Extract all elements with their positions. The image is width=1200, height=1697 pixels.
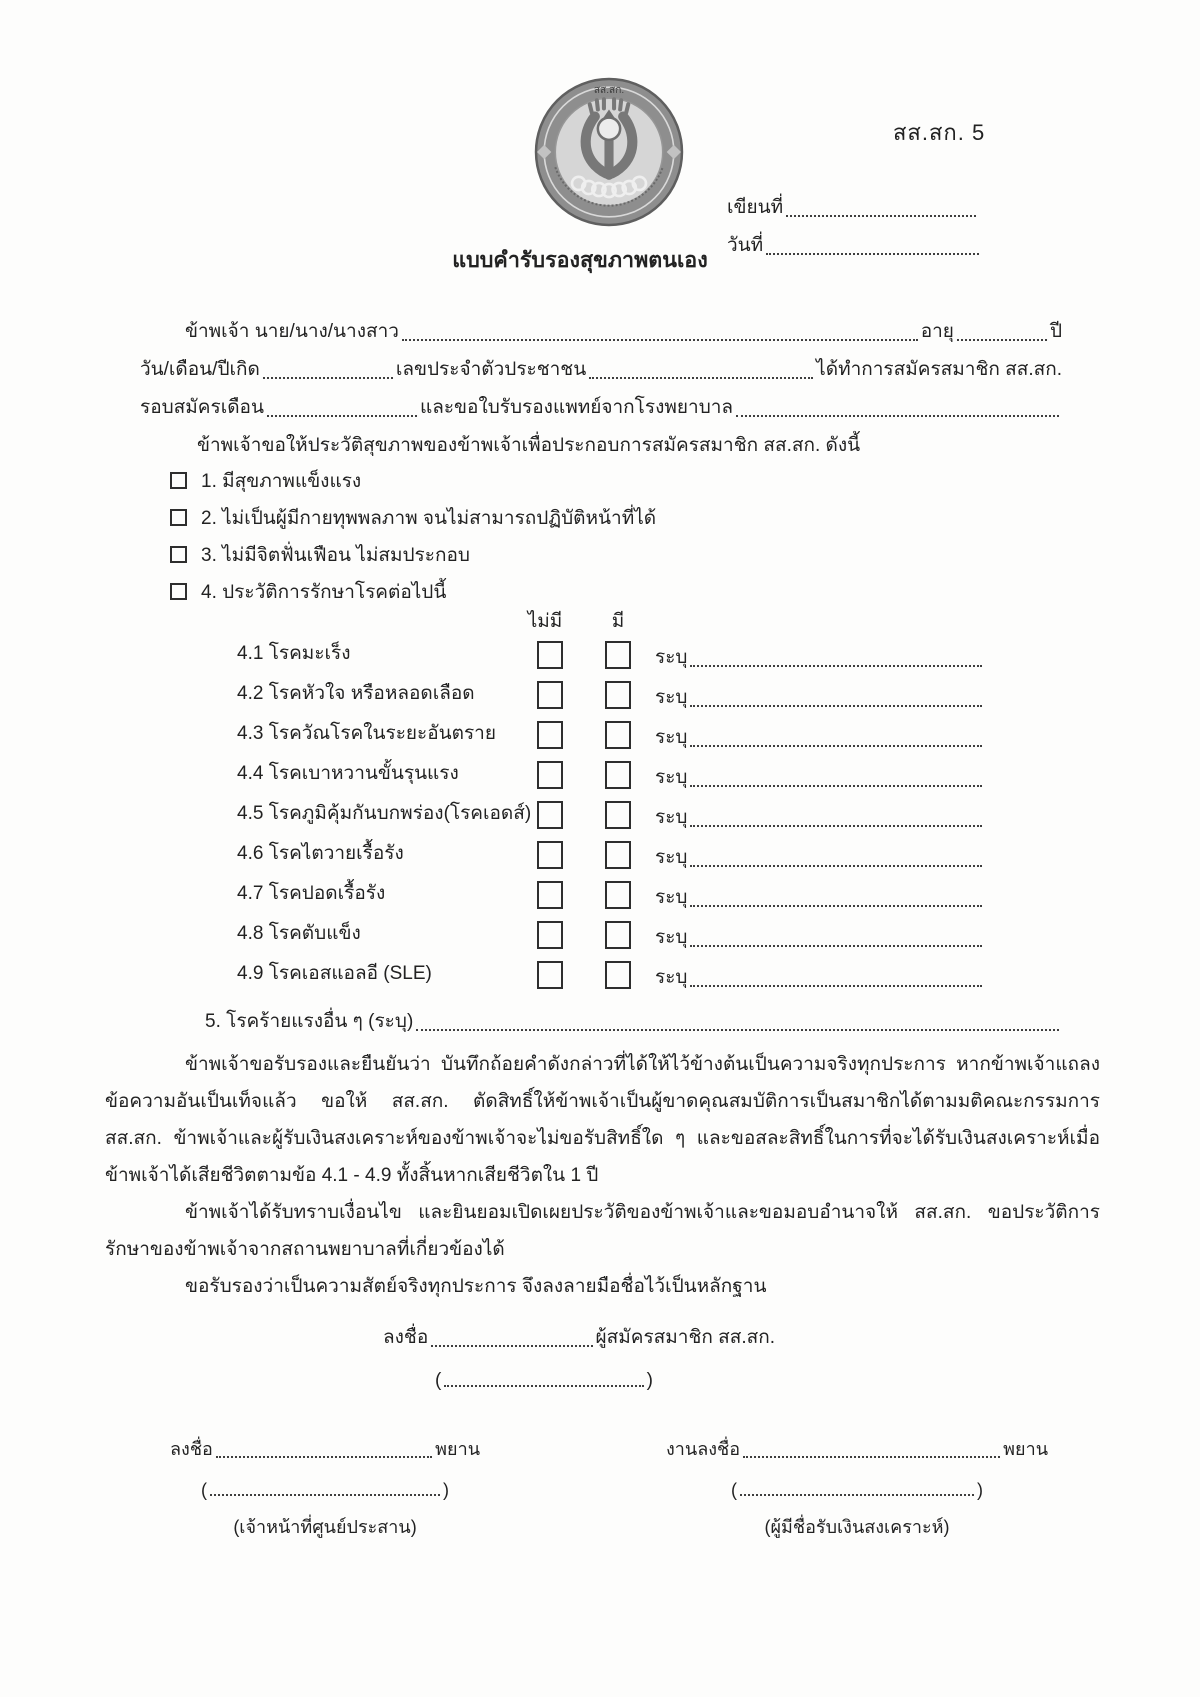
statement-row-1	[170, 462, 1062, 499]
disease-4-7-no-checkbox[interactable]	[537, 881, 563, 909]
applicant-signature-block	[383, 1322, 775, 1392]
witness-left-printed-name-line	[201, 1471, 449, 1501]
paren-close: )	[443, 1480, 449, 1500]
disease-4-4-specify-field[interactable]	[690, 785, 982, 787]
disease-4-4-no-checkbox[interactable]	[537, 761, 563, 789]
birthdate-field[interactable]	[263, 377, 393, 379]
age-unit: ปี	[1049, 321, 1062, 342]
birthdate-id-line	[140, 348, 1062, 386]
sign-label: ลงชื่อ	[383, 1327, 429, 1348]
declaration-paragraph-1: ข้าพเจ้าขอรับรองและยืนยันว่า บันทึกถ้อยคำดังกล่าวที่ได้ให้ไว้ข้างต้นเป็นความจริงทุกประการ หากข้าพเจ้าแถลงข้อความอันเป็นเท็จแล้ว ขอให้ สส.สก. ตัดสิทธิ์ให้ข้าพเจ้าเป็นผู้ขาดคุณสมบัติการเป็นสมาชิกได้ตามมติคณะกรรมการ สส.สก. ข้าพเจ้าและผู้รับเงินสงเคราะห์ของข้าพเจ้าจะไม่ขอรับสิทธิ์ใด ๆ และขอสละสิทธิ์ในการที่จะได้รับเงินสงเคราะห์เมื่อข้าพเจ้าได้เสียชีวิตตามข้อ 4.1 - 4.9 ทั้งสิ้นหากเสียชีวิตใน 1 ปี	[105, 1054, 1100, 1186]
disease-row-4-1	[140, 636, 1062, 676]
paren-close: )	[977, 1480, 983, 1500]
written-at-label: เขียนที่	[727, 197, 784, 218]
disease-row-4-9	[140, 956, 1062, 996]
request-intro-line	[197, 424, 1062, 462]
disease-4-6-yes-checkbox[interactable]	[605, 841, 631, 869]
application-round-field[interactable]	[267, 415, 417, 417]
disease-4-5-no-checkbox[interactable]	[537, 801, 563, 829]
witness-left-signature-field[interactable]	[216, 1456, 432, 1458]
disease-4-8-no-checkbox[interactable]	[537, 921, 563, 949]
other-disease-line	[205, 1002, 1062, 1038]
column-header-no: ไม่มี	[527, 611, 563, 632]
disease-4-3-yes-checkbox[interactable]	[605, 721, 631, 749]
paren-open: (	[731, 1480, 737, 1500]
sign-label: งานลงชื่อ	[666, 1439, 741, 1459]
witness-right-printed-name-line	[731, 1471, 983, 1501]
witness-right-signature-field[interactable]	[743, 1456, 1000, 1458]
applicant-printed-name-line	[435, 1362, 653, 1392]
statement-2-checkbox[interactable]	[170, 509, 187, 526]
specify-label: ระบุ	[655, 647, 688, 668]
disease-label: 4.4 โรคเบาหวานขั้นรุนแรง	[237, 763, 459, 784]
disease-row-4-8	[140, 916, 1062, 956]
applicant-name-field[interactable]	[402, 339, 918, 341]
other-disease-label: 5. โรคร้ายแรงอื่น ๆ (ระบุ)	[205, 1011, 414, 1032]
disease-row-4-4	[140, 756, 1062, 796]
request-intro-text: ข้าพเจ้าขอให้ประวัติสุขภาพของข้าพเจ้าเพื่อประกอบการสมัครสมาชิก สส.สก. ดังนี้	[197, 435, 861, 456]
witness-suffix: พยาน	[435, 1439, 480, 1459]
medical-cert-label: และขอใบรับรองแพทย์จากโรงพยาบาล	[419, 397, 734, 418]
witness-left-block	[170, 1433, 480, 1541]
paren-open: (	[201, 1480, 207, 1500]
specify-label: ระบุ	[655, 727, 688, 748]
applicant-role-label: ผู้สมัครสมาชิก สส.สก.	[595, 1327, 775, 1348]
disease-4-7-yes-checkbox[interactable]	[605, 881, 631, 909]
form-body	[140, 310, 1062, 1038]
disease-4-1-no-checkbox[interactable]	[537, 641, 563, 669]
statement-4-checkbox[interactable]	[170, 583, 187, 600]
disease-4-6-no-checkbox[interactable]	[537, 841, 563, 869]
applicant-signature-field[interactable]	[431, 1345, 592, 1347]
disease-4-1-specify-field[interactable]	[690, 665, 982, 667]
written-at-line	[727, 190, 979, 222]
form-code: สส.สก. 5	[893, 120, 986, 145]
age-field[interactable]	[957, 339, 1047, 341]
witness-right-block	[666, 1433, 1048, 1541]
disease-row-4-3	[140, 716, 1062, 756]
specify-label: ระบุ	[655, 847, 688, 868]
association-seal-logo	[533, 76, 685, 228]
witness-left-role: (เจ้าหน้าที่ศูนย์ประสาน)	[233, 1517, 417, 1537]
statement-1-checkbox[interactable]	[170, 472, 187, 489]
paren-close: )	[646, 1370, 653, 1391]
written-at-field[interactable]	[786, 215, 976, 217]
disease-row-4-5	[140, 796, 1062, 836]
witness-right-role: (ผู้มีชื่อรับเงินสงเคราะห์)	[764, 1517, 950, 1537]
national-id-field[interactable]	[589, 377, 813, 379]
disease-label: 4.7 โรคปอดเรื้อรัง	[237, 883, 386, 904]
disease-4-8-specify-field[interactable]	[690, 945, 982, 947]
hospital-field[interactable]	[736, 415, 1059, 417]
application-round-label: รอบสมัครเดือน	[140, 397, 264, 418]
seal-top-text: สส.สก.	[593, 85, 625, 97]
sign-label: ลงชื่อ	[170, 1439, 213, 1459]
disease-4-5-specify-field[interactable]	[690, 825, 982, 827]
disease-table-header	[140, 610, 1062, 636]
witness-right-signature-line	[666, 1433, 1048, 1463]
disease-4-4-yes-checkbox[interactable]	[605, 761, 631, 789]
statement-1-label: 1. มีสุขภาพแข็งแรง	[201, 470, 362, 492]
disease-4-1-yes-checkbox[interactable]	[605, 641, 631, 669]
disease-label: 4.6 โรคไตวายเรื้อรัง	[237, 843, 404, 864]
disease-label: 4.9 โรคเอสแอลอี (SLE)	[237, 963, 432, 984]
witness-left-signature-line	[170, 1433, 480, 1463]
birthdate-label: วัน/เดือน/ปีเกิด	[140, 359, 260, 380]
declaration-paragraph-2: ข้าพเจ้าได้รับทราบเงื่อนไข และยินยอมเปิดเผยประวัติของข้าพเจ้าและขอมอบอำนาจให้ สส.สก. ขอประวัติการรักษาของข้าพเจ้าจากสถานพยาบาลที่เกี่ยวข้องได้	[105, 1202, 1100, 1260]
specify-label: ระบุ	[655, 967, 688, 988]
disease-4-3-specify-field[interactable]	[690, 745, 982, 747]
declaration-paragraph-3: ขอรับรองว่าเป็นความสัตย์จริงทุกประการ จึงลงลายมือชื่อไว้เป็นหลักฐาน	[185, 1276, 767, 1297]
age-label: อายุ	[920, 321, 954, 342]
form-title: แบบคำรับรองสุขภาพตนเอง	[452, 248, 708, 272]
declaration-section	[105, 1046, 1100, 1305]
disease-4-2-specify-field[interactable]	[690, 705, 982, 707]
specify-label: ระบุ	[655, 807, 688, 828]
disease-row-4-7	[140, 876, 1062, 916]
disease-4-5-yes-checkbox[interactable]	[605, 801, 631, 829]
disease-4-3-no-checkbox[interactable]	[537, 721, 563, 749]
disease-4-9-specify-field[interactable]	[690, 985, 982, 987]
statement-2-label: 2. ไม่เป็นผู้มีกายทุพพลภาพ จนไม่สามารถปฏิบัติหน้าที่ได้	[201, 507, 657, 529]
specify-label: ระบุ	[655, 927, 688, 948]
disease-row-4-2	[140, 676, 1062, 716]
disease-4-8-yes-checkbox[interactable]	[605, 921, 631, 949]
disease-label: 4.8 โรคตับแข็ง	[237, 923, 361, 944]
national-id-label: เลขประจำตัวประชาชน	[395, 359, 587, 380]
disease-label: 4.1 โรคมะเร็ง	[237, 643, 351, 664]
date-field[interactable]	[766, 253, 979, 255]
disease-4-7-specify-field[interactable]	[690, 905, 982, 907]
statement-row-2	[170, 499, 1062, 536]
witness-left-printed-name-field[interactable]	[210, 1494, 440, 1496]
specify-label: ระบุ	[655, 887, 688, 908]
disease-label: 4.2 โรคหัวใจ หรือหลอดเลือด	[237, 683, 475, 704]
disease-label: 4.5 โรคภูมิคุ้มกันบกพร่อง(โรคเอดส์)	[237, 803, 532, 824]
paren-open: (	[435, 1370, 442, 1391]
disease-4-9-yes-checkbox[interactable]	[605, 961, 631, 989]
membership-applied-label: ได้ทำการสมัครสมาชิก สส.สก.	[816, 359, 1062, 380]
disease-4-2-no-checkbox[interactable]	[537, 681, 563, 709]
statement-row-4	[170, 573, 1062, 610]
witness-suffix: พยาน	[1003, 1439, 1048, 1459]
column-header-yes: มี	[611, 611, 625, 632]
statement-4-label: 4. ประวัติการรักษาโรคต่อไปนี้	[201, 581, 447, 603]
salutation-label: ข้าพเจ้า นาย/นาง/นางสาว	[185, 321, 399, 342]
applicant-signature-line	[383, 1322, 775, 1352]
applicant-name-line	[185, 310, 1062, 348]
other-disease-specify-field[interactable]	[416, 1029, 1059, 1031]
specify-label: ระบุ	[655, 767, 688, 788]
disease-row-4-6	[140, 836, 1062, 876]
date-label: วันที่	[727, 235, 764, 256]
witness-right-printed-name-field[interactable]	[740, 1494, 974, 1496]
disease-4-6-specify-field[interactable]	[690, 865, 982, 867]
application-round-line	[140, 386, 1062, 424]
disease-4-2-yes-checkbox[interactable]	[605, 681, 631, 709]
specify-label: ระบุ	[655, 687, 688, 708]
disease-label: 4.3 โรควัณโรคในระยะอันตราย	[237, 723, 496, 744]
statement-3-checkbox[interactable]	[170, 546, 187, 563]
disease-4-9-no-checkbox[interactable]	[537, 961, 563, 989]
statement-3-label: 3. ไม่มีจิตฟั่นเฟือน ไม่สมประกอบ	[201, 544, 470, 566]
applicant-printed-name-field[interactable]	[444, 1385, 643, 1387]
statement-row-3	[170, 536, 1062, 573]
